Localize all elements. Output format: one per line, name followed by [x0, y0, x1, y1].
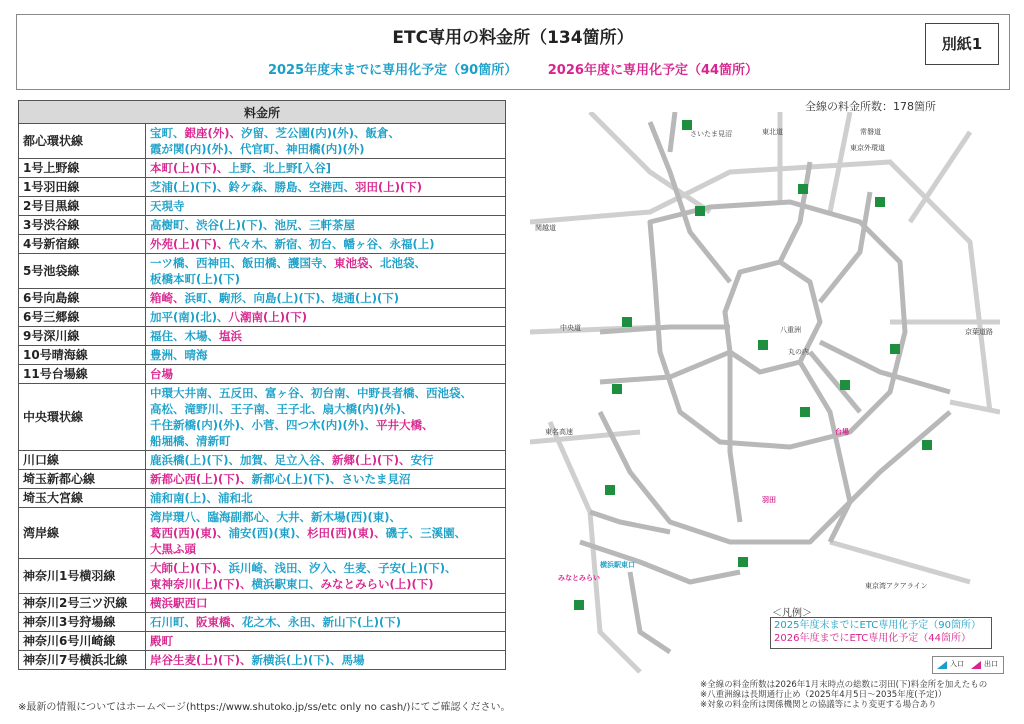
map-label-minatomirai: みなとみらい: [558, 574, 600, 582]
station-list: [146, 613, 506, 632]
station-group: 安行: [410, 453, 434, 467]
route-map: [530, 112, 1000, 677]
map-label-keiyo: 京葉道路: [965, 328, 993, 336]
station-group: 千住新橋(内)(外)、小菅、四つ木(内)(外)、: [150, 418, 377, 432]
table-row: [19, 289, 506, 308]
map-notes: [700, 680, 1000, 710]
exit-label: 出口: [984, 660, 998, 668]
table-row: [19, 594, 506, 613]
route-name: 神奈川2号三ツ沢線: [19, 594, 146, 613]
station-group: 豊洲、晴海: [150, 348, 208, 362]
station-group: 東池袋、: [334, 256, 380, 270]
road-bg-aqua: [830, 542, 970, 582]
map-label-daiba: 台場: [835, 428, 849, 436]
map-label-gaikan: 東京外環道: [850, 144, 885, 152]
station-list: [146, 235, 506, 254]
station-group: 霞が関(内)(外)、代官町、神田橋(内)(外): [150, 142, 365, 156]
entry-exit-legend: [932, 656, 1004, 674]
route-5: [650, 122, 730, 282]
table-row: [19, 178, 506, 197]
station-list: [146, 384, 506, 451]
route-name: 都心環状線: [19, 124, 146, 159]
map-label-yokohama: 横浜駅東口: [600, 561, 635, 569]
table-row: [19, 216, 506, 235]
station-list: [146, 289, 506, 308]
station-group: 汐留、芝公園(内)(外)、飯倉、: [241, 126, 401, 140]
table-row: [19, 197, 506, 216]
station-group: 羽田(上)(下): [355, 180, 423, 194]
table-row: [19, 308, 506, 327]
station-group: 本町(上)(下)、: [150, 161, 229, 175]
route-k3: [630, 572, 670, 652]
map-label-haneda: 羽田: [762, 496, 776, 504]
station-group: 福住、木場、: [150, 329, 219, 343]
table-row: [19, 384, 506, 451]
map-label-kanetsu: 関越道: [535, 224, 556, 232]
map-note-3: ※対象の料金所は関係機関との協議等により変更する場合あり: [700, 700, 937, 710]
route-name: 10号晴海線: [19, 346, 146, 365]
bayshore-route: [600, 412, 950, 542]
station-group: 浜町、駒形、向島(上)(下)、堤通(上)(下): [184, 291, 400, 305]
station-list: [146, 559, 506, 594]
route-s2: [670, 112, 675, 152]
route-name: 埼玉大宮線: [19, 489, 146, 508]
map-note-1: ※全線の料金所数は2026年1月末時点の総数に羽田(下)料金所を加えたもの: [700, 680, 988, 690]
station-list: [146, 308, 506, 327]
route-marker-5: [695, 206, 705, 216]
station-group: 湾岸環八、臨海副都心、大井、新木場(西)(東)、: [150, 510, 402, 524]
station-group: 台場: [150, 367, 173, 381]
route-6: [820, 192, 870, 302]
station-group: 大師(上)(下)、: [150, 561, 229, 575]
table-row: [19, 651, 506, 670]
map-label-marunouchi: 丸の内: [788, 348, 809, 356]
station-list: [146, 594, 506, 613]
map-label-tohoku: 東北道: [762, 128, 783, 136]
station-list: [146, 470, 506, 489]
background-roads: [530, 112, 1000, 672]
station-group: 新横浜(上)(下)、馬場: [251, 653, 365, 667]
table-row: [19, 124, 506, 159]
entry-icon: [937, 661, 947, 669]
annex-label: 別紙1: [925, 23, 999, 65]
station-group: 阪東橋、: [196, 615, 242, 629]
station-list: [146, 216, 506, 235]
legend-title: ＜凡例＞: [772, 608, 812, 619]
road-bg-3: [830, 112, 850, 212]
station-group: みなとみらい(上)(下): [320, 577, 434, 591]
header-box: [16, 14, 1010, 90]
station-group: 銀座(外)、: [184, 126, 242, 140]
table-row: [19, 613, 506, 632]
station-group: 宝町、: [150, 126, 185, 140]
route-marker-7: [890, 344, 900, 354]
map-label-chuo: 中央道: [560, 324, 581, 332]
toll-table-body: [19, 124, 506, 670]
map-label-yaesu: 八重洲: [780, 326, 801, 334]
station-group: 新都心(上)(下)、さいたま見沼: [251, 472, 411, 486]
route-name: 湾岸線: [19, 508, 146, 559]
table-row: [19, 159, 506, 178]
station-group: 八潮南(上)(下): [228, 310, 308, 324]
route-name: 1号羽田線: [19, 178, 146, 197]
route-marker-b: [922, 440, 932, 450]
route-name: 9号深川線: [19, 327, 146, 346]
table-row: [19, 451, 506, 470]
station-group: 大黒ふ頭: [150, 542, 196, 556]
station-list: [146, 197, 506, 216]
table-row: [19, 508, 506, 559]
station-group: 横浜駅西口: [150, 596, 208, 610]
route-name: 神奈川3号狩場線: [19, 613, 146, 632]
route-marker-k7: [605, 485, 615, 495]
legend-2026: 2026年度までにETC専用化予定（44箇所）: [774, 633, 971, 644]
route-marker-8: [738, 557, 748, 567]
table-row: [19, 559, 506, 594]
station-group: 一ツ橋、西神田、飯田橋、護国寺、: [150, 256, 334, 270]
expressway-network: [580, 112, 950, 652]
table-row: [19, 235, 506, 254]
table-header: 料金所: [19, 101, 506, 124]
station-group: 東神奈川(上)(下)、: [150, 577, 252, 591]
table-row: [19, 254, 506, 289]
subtitle-2025: 2025年度末までに専用化予定（90箇所）: [267, 63, 518, 78]
station-list: [146, 489, 506, 508]
map-label-aqualine: 東京湾アクアライン: [865, 582, 928, 590]
route-marker-s2: [682, 120, 692, 130]
toll-table: [18, 100, 506, 670]
entry-label: 入口: [950, 660, 964, 668]
legend-box: [770, 617, 992, 649]
station-list: [146, 124, 506, 159]
route-marker-11: [800, 407, 810, 417]
route-name: 2号目黒線: [19, 197, 146, 216]
station-group: 外苑(上)(下)、: [150, 237, 229, 251]
table-row: [19, 327, 506, 346]
route-2: [730, 352, 740, 522]
route-name: 5号池袋線: [19, 254, 146, 289]
map-label-tomei: 東名高速: [545, 428, 573, 436]
table-row: [19, 346, 506, 365]
subtitle-line: [17, 59, 1009, 78]
station-group: 高樹町、渋谷(上)(下)、池尻、三軒茶屋: [150, 218, 356, 232]
route-name: 4号新宿線: [19, 235, 146, 254]
station-group: 芝浦(上)(下)、鈴ケ森、勝島、空港西、: [150, 180, 356, 194]
route-name: 11号台場線: [19, 365, 146, 384]
station-group: 石川町、: [150, 615, 196, 629]
station-group: 板橋本町(上)(下): [150, 272, 241, 286]
station-list: [146, 346, 506, 365]
map-total: 全線の料金所数：178箇所: [805, 100, 936, 113]
route-marker-1: [758, 340, 768, 350]
road-bg-8: [950, 402, 1000, 412]
map-note-2: ※八重洲線は長期通行止め（2025年4月5日～2035年度(予定)）: [700, 690, 947, 700]
table-row: [19, 489, 506, 508]
route-name: 川口線: [19, 451, 146, 470]
route-name: 6号向島線: [19, 289, 146, 308]
station-group: 上野、北上野[入谷]: [228, 161, 332, 175]
route-name: 神奈川1号横羽線: [19, 559, 146, 594]
route-marker-3: [612, 384, 622, 394]
legend-2025: 2025年度末までにETC専用化予定（90箇所）: [774, 620, 981, 631]
station-group: 浦和南(上)、浦和北: [150, 491, 253, 505]
station-group: 花之木、永田、新山下(上)(下): [242, 615, 402, 629]
route-marker-4: [622, 317, 632, 327]
station-list: [146, 508, 506, 559]
route-name: 1号上野線: [19, 159, 146, 178]
station-list: [146, 327, 506, 346]
station-group: 中環大井南、五反田、富ヶ谷、初台南、中野長者橋、西池袋、: [150, 386, 472, 400]
station-group: 岸谷生麦(上)(下)、: [150, 653, 252, 667]
route-k7: [590, 512, 670, 532]
station-list: [146, 159, 506, 178]
station-group: 杉田(西)(東)、: [307, 526, 386, 540]
table-row: [19, 365, 506, 384]
station-list: [146, 365, 506, 384]
station-group: 新都心西(上)(下)、: [150, 472, 252, 486]
station-list: [146, 651, 506, 670]
station-group: 高松、滝野川、王子南、王子北、扇大橋(内)(外)、: [150, 402, 413, 416]
station-group: 新郷(上)(下)、: [332, 453, 411, 467]
route-name: 埼玉新都心線: [19, 470, 146, 489]
station-list: [146, 632, 506, 651]
map-label-joban: 常磐道: [860, 128, 881, 136]
station-list: [146, 178, 506, 197]
station-group: 磯子、三溪園、: [385, 526, 467, 540]
route-1-ueno: [780, 162, 810, 262]
station-group: 塩浜: [219, 329, 242, 343]
station-group: 箱崎、: [150, 291, 185, 305]
station-group: 横浜駅東口、: [251, 577, 321, 591]
station-group: 浜川崎、浅田、汐入、生麦、子安(上)(下)、: [228, 561, 457, 575]
footnote: ※最新の情報についてはホームページ(https://www.shutoko.jp/ss/etc only no cash/)にてご確認ください。: [18, 702, 511, 713]
station-group: 殿町: [150, 634, 173, 648]
route-name: 神奈川7号横浜北線: [19, 651, 146, 670]
table-row: [19, 632, 506, 651]
map-label-saitama: さいたま見沼: [690, 130, 732, 138]
station-list: [146, 451, 506, 470]
station-group: 代々木、新宿、初台、幡ヶ谷、永福(上): [228, 237, 435, 251]
station-group: 船堀橋、清新町: [150, 434, 231, 448]
route-marker-s1: [798, 184, 808, 194]
table-row: [19, 470, 506, 489]
route-name: 6号三郷線: [19, 308, 146, 327]
station-group: 葛西(西)(東)、: [150, 526, 229, 540]
route-name: 3号渋谷線: [19, 216, 146, 235]
route-name: 神奈川6号川崎線: [19, 632, 146, 651]
station-group: 浦安(西)(東)、: [228, 526, 308, 540]
station-group: 北池袋、: [380, 256, 426, 270]
route-marker-k3: [574, 600, 584, 610]
exit-icon: [971, 661, 981, 669]
route-marker-9: [840, 380, 850, 390]
station-group: 天現寺: [150, 199, 185, 213]
station-group: 鹿浜橋(上)(下)、加賀、足立入谷、: [150, 453, 333, 467]
route-marker-6: [875, 197, 885, 207]
station-group: 加平(南)(北)、: [150, 310, 229, 324]
station-group: 平井大橋、: [376, 418, 434, 432]
page-title: ETC専用の料金所（134箇所）: [392, 28, 634, 48]
route-name: 中央環状線: [19, 384, 146, 451]
station-list: [146, 254, 506, 289]
subtitle-2026: 2026年度に専用化予定（44箇所）: [547, 63, 759, 78]
